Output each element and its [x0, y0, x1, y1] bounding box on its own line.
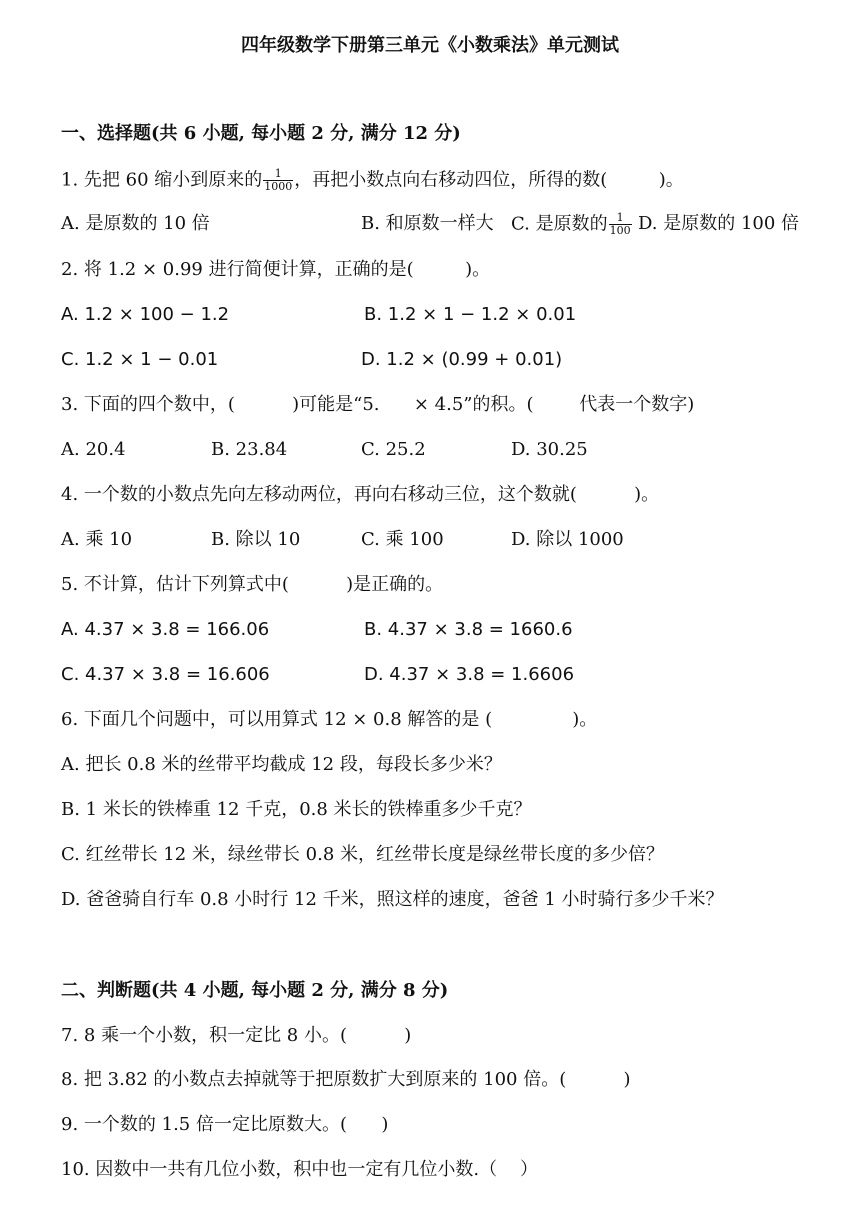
q6-option-d: D. 爸爸骑自行车 0.8 小时行 12 千米，照这样的速度，爸爸 1 小时骑行多少千米？	[61, 889, 724, 910]
q5-option-c: C. 4.37 × 3.8 = 16.606	[61, 664, 270, 685]
q1-option-b: B. 和原数一样大	[361, 213, 494, 234]
question-7: 7. 8 乘一个小数，积一定比 8 小。( )	[61, 1025, 412, 1046]
question-9: 9. 一个数的 1.5 倍一定比原数大。( )	[61, 1114, 389, 1135]
q1-stem-after: ，再把小数点向右移动四位，所得的数( )。	[294, 169, 684, 191]
q6-option-c: C. 红丝带长 12 米，绿丝带长 0.8 米，红丝带长度是绿丝带长度的多少倍？	[61, 844, 664, 865]
q4-option-a: A. 乘 10	[61, 529, 133, 550]
q5-option-d: D. 4.37 × 3.8 = 1.6606	[364, 664, 575, 685]
q2-option-d: D. 1.2 × (0.99 + 0.01)	[361, 349, 563, 370]
q1-option-d: D. 是原数的 100 倍	[638, 213, 800, 234]
q4-option-d: D. 除以 1000	[511, 529, 624, 550]
q2-option-a: A. 1.2 × 100 − 1.2	[61, 304, 230, 325]
q6-option-b: B. 1 米长的铁棒重 12 千克，0.8 米长的铁棒重多少千克？	[61, 799, 532, 820]
q6-option-a: A. 把长 0.8 米的丝带平均截成 12 段，每段长多少米？	[61, 754, 502, 775]
q3-option-a: A. 20.4	[61, 439, 126, 460]
q1-option-c: C. 是原数的 $\frac{1}{100}$	[511, 211, 631, 237]
q1-option-c-fraction: $\frac{1}{100}$	[609, 211, 631, 237]
question-3-stem: 3. 下面的四个数中，( )可能是“5. × 4.5”的积。( 代表一个数字)	[61, 394, 695, 415]
question-2-stem: 2. 将 1.2 × 0.99 进行简便计算，正确的是( )。	[61, 259, 491, 280]
q2-option-c: C. 1.2 × 1 − 0.01	[61, 349, 219, 370]
document-title: 四年级数学下册第三单元《小数乘法》单元测试	[241, 35, 619, 56]
q3-option-c: C. 25.2	[361, 439, 426, 460]
question-6-stem: 6. 下面几个问题中，可以用算式 12 × 0.8 解答的是 ( )。	[61, 709, 598, 730]
section-2-heading: 二、判断题(共 4 小题, 每小题 2 分, 满分 8 分)	[61, 980, 449, 1001]
section-1-heading: 一、选择题(共 6 小题, 每小题 2 分, 满分 12 分)	[61, 123, 461, 144]
question-10: 10. 因数中一共有几位小数，积中也一定有几位小数.（ ）	[61, 1159, 538, 1180]
question-1-stem	[61, 168, 684, 193]
q1-stem-before: 1. 先把 60 缩小到原来的	[61, 169, 263, 191]
q4-option-c: C. 乘 100	[361, 529, 444, 550]
q2-option-b: B. 1.2 × 1 − 1.2 × 0.01	[364, 304, 577, 325]
q3-option-d: D. 30.25	[511, 439, 588, 460]
q3-option-b: B. 23.84	[211, 439, 288, 460]
question-5-stem: 5. 不计算，估计下列算式中( )是正确的。	[61, 574, 444, 595]
q5-option-b: B. 4.37 × 3.8 = 1660.6	[364, 619, 573, 640]
q1-option-a: A. 是原数的 10 倍	[61, 213, 210, 234]
q5-option-a: A. 4.37 × 3.8 = 166.06	[61, 619, 270, 640]
q4-option-b: B. 除以 10	[211, 529, 301, 550]
question-4-stem: 4. 一个数的小数点先向左移动两位，再向右移动三位，这个数就( )。	[61, 484, 660, 505]
q1-fraction: $\frac{1}{1000}$	[264, 167, 293, 193]
question-8: 8. 把 3.82 的小数点去掉就等于把原数扩大到原来的 100 倍。( )	[61, 1069, 631, 1090]
